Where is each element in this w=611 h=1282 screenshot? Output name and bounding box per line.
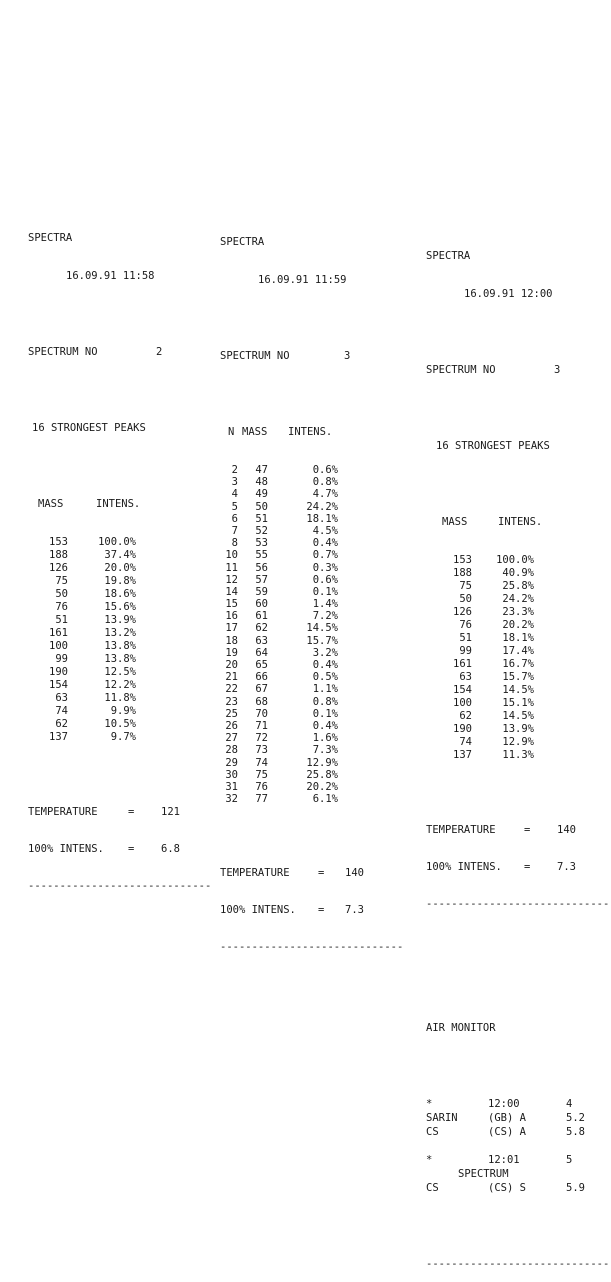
table-row	[28, 627, 208, 640]
table-row	[220, 464, 400, 476]
intens-value: 6.8	[161, 843, 180, 855]
table-row	[28, 692, 208, 705]
temperature-value: 140	[557, 824, 576, 836]
intens-cell: 12.2%	[104, 679, 136, 691]
air-monitor-row	[426, 1168, 608, 1182]
intens-cell: 11.3%	[502, 749, 534, 761]
table-row	[220, 769, 400, 781]
col-mass-header: MASS	[242, 426, 268, 438]
index-cell: 19	[225, 646, 238, 659]
mass-cell: 50	[255, 500, 268, 513]
index-cell: 3	[231, 476, 238, 489]
air-monitor-row	[426, 1098, 608, 1112]
air-monitor-title: AIR MONITOR	[426, 1022, 496, 1034]
spectra-datetime: 16.09.91 11:59	[258, 274, 347, 286]
intens-value: 7.3	[345, 904, 364, 917]
agent-cell: CS	[426, 1126, 439, 1138]
table-row	[220, 635, 400, 647]
intens-cell: 0.4%	[312, 659, 338, 671]
mass-cell: 53	[255, 537, 268, 550]
intens-cell: 13.9%	[502, 723, 534, 735]
temperature-label: TEMPERATURE	[426, 824, 496, 836]
spectrum-number-label: SPECTRUM NO	[220, 350, 290, 362]
table-row	[28, 653, 208, 666]
divider: -----------------------------	[426, 898, 610, 910]
peaks-title: 16 STRONGEST PEAKS	[32, 422, 146, 434]
mass-cell: 154	[453, 684, 472, 696]
table-row	[220, 476, 400, 488]
mass-cell: 74	[55, 705, 68, 717]
intens-label: 100% INTENS.	[426, 861, 502, 873]
intens-cell: 40.9%	[502, 567, 534, 579]
table-row	[28, 536, 208, 549]
intens-cell: 14.5%	[502, 684, 534, 696]
table-row	[28, 705, 208, 718]
intens-cell: 10.5%	[104, 718, 136, 730]
mass-cell: 63	[459, 671, 472, 683]
index-cell: 15	[225, 598, 238, 611]
temperature-value: 140	[345, 867, 364, 880]
temperature-label: TEMPERATURE	[220, 867, 290, 880]
air-monitor-row	[426, 1154, 608, 1168]
table-row	[28, 679, 208, 692]
class-cell: (CS) S	[488, 1182, 526, 1194]
spectra-title: SPECTRA	[220, 236, 265, 248]
intens-cell: 23.3%	[502, 606, 534, 618]
value-cell: 5.2	[566, 1112, 585, 1124]
col-n-header: N	[228, 426, 235, 438]
index-cell: 10	[225, 549, 238, 562]
index-cell: 8	[231, 537, 238, 550]
index-cell: 5	[231, 500, 238, 513]
table-row	[426, 671, 608, 684]
mass-cell: 153	[453, 554, 472, 566]
col-mass-header: MASS	[38, 498, 64, 510]
mass-cell: 100	[49, 640, 68, 652]
intens-cell: 15.1%	[502, 697, 534, 709]
mass-cell: 50	[459, 593, 472, 605]
table-row	[28, 666, 208, 679]
intens-cell: 13.9%	[104, 614, 136, 626]
intens-cell: 19.8%	[104, 575, 136, 587]
mass-cell: 73	[255, 744, 268, 757]
mass-cell: 161	[49, 627, 68, 639]
temperature-line: TEMPERATURE = 140	[220, 867, 364, 880]
value-cell: 5	[566, 1154, 573, 1166]
value-cell: 5.9	[566, 1182, 585, 1194]
table-row	[28, 549, 208, 562]
divider: -----------------------------	[28, 880, 212, 892]
table-row	[426, 749, 608, 762]
intens-cell: 15.7%	[306, 634, 338, 647]
mass-cell: 161	[453, 658, 472, 670]
index-cell: 28	[225, 744, 238, 757]
intens-line: 100% INTENS. = 7.3	[426, 861, 576, 873]
class-cell: SPECTRUM	[458, 1168, 509, 1180]
intens-cell: 1.4%	[312, 598, 338, 611]
mass-cell: 61	[255, 610, 268, 623]
index-cell: 6	[231, 512, 238, 525]
mass-cell: 74	[255, 756, 268, 769]
intens-cell: 0.7%	[312, 549, 338, 562]
index-cell: 31	[225, 780, 238, 793]
intens-value: 7.3	[557, 861, 576, 873]
mass-cell: 76	[255, 780, 268, 793]
index-cell: 12	[225, 573, 238, 586]
table-row	[220, 744, 400, 756]
table-row	[220, 781, 400, 793]
agent-cell: *	[426, 1154, 433, 1166]
table-row	[28, 588, 208, 601]
air-monitor-row	[426, 1126, 608, 1140]
intens-cell: 0.4%	[312, 537, 338, 550]
table-header	[220, 426, 400, 440]
mass-cell: 60	[255, 598, 268, 611]
intens-cell: 12.9%	[502, 736, 534, 748]
mass-cell: 75	[55, 575, 68, 587]
table-row	[426, 554, 608, 567]
temperature-label: TEMPERATURE	[28, 806, 98, 818]
intens-cell: 0.8%	[312, 476, 338, 489]
mass-cell: 66	[255, 671, 268, 684]
spectrum-number-label: SPECTRUM NO	[28, 346, 98, 358]
class-cell: (GB) A	[488, 1112, 526, 1124]
index-cell: 14	[225, 585, 238, 598]
index-cell: 7	[231, 524, 238, 537]
intens-cell: 16.7%	[502, 658, 534, 670]
peaks-table	[426, 554, 608, 762]
spectra-datetime: 16.09.91 11:58	[66, 270, 155, 282]
intens-cell: 15.7%	[502, 671, 534, 683]
table-row	[426, 645, 608, 658]
index-cell: 25	[225, 707, 238, 720]
intens-cell: 17.4%	[502, 645, 534, 657]
mass-cell: 76	[55, 601, 68, 613]
intens-cell: 1.1%	[312, 683, 338, 696]
temperature-line: TEMPERATURE = 121	[28, 806, 180, 818]
divider: -----------------------------	[220, 941, 404, 954]
mass-cell: 67	[255, 683, 268, 696]
table-row	[426, 632, 608, 645]
mass-cell: 72	[255, 732, 268, 745]
index-cell: 18	[225, 634, 238, 647]
table-row	[220, 757, 400, 769]
spectrum-number-line	[426, 364, 608, 378]
mass-cell: 126	[453, 606, 472, 618]
mass-cell: 75	[255, 768, 268, 781]
mass-cell: 49	[255, 488, 268, 501]
class-cell: (CS) A	[488, 1126, 526, 1138]
table-row	[426, 606, 608, 619]
class-cell: 12:01	[488, 1154, 520, 1166]
table-header	[28, 498, 208, 512]
intens-cell: 14.5%	[502, 710, 534, 722]
intens-cell: 18.1%	[306, 512, 338, 525]
intens-cell: 20.2%	[502, 619, 534, 631]
mass-cell: 70	[255, 707, 268, 720]
table-row	[220, 525, 400, 537]
spectra-title: SPECTRA	[426, 250, 471, 262]
table-row	[220, 598, 400, 610]
intens-cell: 9.7%	[110, 731, 136, 743]
spectrum-number-label: SPECTRUM NO	[426, 364, 496, 376]
index-cell: 32	[225, 793, 238, 806]
table-row	[426, 580, 608, 593]
intens-cell: 0.3%	[312, 561, 338, 574]
intens-cell: 0.1%	[312, 585, 338, 598]
table-row	[220, 574, 400, 586]
mass-cell: 75	[459, 580, 472, 592]
mass-cell: 68	[255, 695, 268, 708]
table-row	[220, 622, 400, 634]
temperature-value: 121	[161, 806, 180, 818]
mass-cell: 137	[453, 749, 472, 761]
value-cell	[566, 1168, 596, 1182]
index-cell: 22	[225, 683, 238, 696]
intens-cell: 100.0%	[98, 536, 136, 548]
mass-cell: 99	[55, 653, 68, 665]
intens-cell: 25.8%	[306, 768, 338, 781]
intens-cell: 15.6%	[104, 601, 136, 613]
intens-label: 100% INTENS.	[220, 904, 296, 917]
intens-cell: 11.8%	[104, 692, 136, 704]
table-row	[220, 683, 400, 695]
agent-cell: *	[426, 1098, 433, 1110]
mass-cell: 47	[255, 464, 268, 476]
col-intens-header: INTENS.	[498, 516, 543, 528]
mass-cell: 188	[49, 549, 68, 561]
temperature-line: TEMPERATURE = 140	[426, 824, 576, 836]
mass-cell: 59	[255, 585, 268, 598]
col-intens-header: INTENS.	[96, 498, 141, 510]
mass-cell: 99	[459, 645, 472, 657]
intens-cell: 4.7%	[312, 488, 338, 501]
table-header	[426, 516, 608, 530]
agent-cell: CS	[426, 1182, 439, 1194]
value-cell: 4	[566, 1098, 573, 1110]
intens-cell: 0.8%	[312, 695, 338, 708]
intens-cell: 18.6%	[104, 588, 136, 600]
intens-cell: 13.8%	[104, 653, 136, 665]
mass-cell: 63	[255, 634, 268, 647]
mass-cell: 76	[459, 619, 472, 631]
index-cell: 2	[231, 464, 238, 476]
table-row	[28, 731, 208, 744]
table-row	[220, 647, 400, 659]
intens-cell: 14.5%	[306, 622, 338, 635]
index-cell: 23	[225, 695, 238, 708]
intens-cell: 13.8%	[104, 640, 136, 652]
index-cell: 29	[225, 756, 238, 769]
mass-cell: 77	[255, 793, 268, 806]
intens-cell: 3.2%	[312, 646, 338, 659]
index-cell: 16	[225, 610, 238, 623]
table-row	[28, 575, 208, 588]
intens-cell: 0.5%	[312, 671, 338, 684]
intens-cell: 0.1%	[312, 707, 338, 720]
spacer	[426, 1140, 608, 1154]
table-row	[426, 619, 608, 632]
table-row	[426, 723, 608, 736]
spectrum-number-value: 2	[156, 346, 163, 358]
spectrum-printout-3	[426, 226, 608, 1282]
spectrum-printout-2	[220, 212, 404, 965]
spectrum-number-line	[220, 350, 400, 364]
intens-cell: 12.5%	[104, 666, 136, 678]
mass-cell: 126	[49, 562, 68, 574]
table-row	[426, 593, 608, 606]
mass-cell: 63	[55, 692, 68, 704]
intens-cell: 0.6%	[312, 464, 338, 476]
table-row	[426, 658, 608, 671]
spectra-title: SPECTRA	[28, 232, 73, 244]
table-row	[220, 671, 400, 683]
mass-cell: 137	[49, 731, 68, 743]
spectrum-number-value: 3	[554, 364, 561, 376]
table-row	[220, 793, 400, 805]
spectrum-printout-1	[28, 208, 212, 904]
index-cell: 30	[225, 768, 238, 781]
mass-cell: 56	[255, 561, 268, 574]
mass-cell: 52	[255, 524, 268, 537]
col-mass-header: MASS	[442, 516, 468, 528]
mass-cell: 190	[49, 666, 68, 678]
table-row	[220, 488, 400, 500]
table-row	[220, 513, 400, 525]
table-row	[220, 659, 400, 671]
intens-cell: 37.4%	[104, 549, 136, 561]
air-monitor-row	[426, 1182, 608, 1196]
intens-cell: 7.3%	[312, 744, 338, 757]
spectra-datetime: 16.09.91 12:00	[464, 288, 553, 300]
mass-cell: 55	[255, 549, 268, 562]
table-row	[426, 684, 608, 697]
col-intens-header: INTENS.	[288, 426, 333, 438]
table-row	[220, 610, 400, 622]
mass-cell: 100	[453, 697, 472, 709]
intens-cell: 12.9%	[306, 756, 338, 769]
intens-cell: 25.8%	[502, 580, 534, 592]
table-row	[426, 567, 608, 580]
value-cell: 5.8	[566, 1126, 585, 1138]
table-row	[220, 732, 400, 744]
table-row	[426, 710, 608, 723]
table-row	[28, 614, 208, 627]
mass-cell: 154	[49, 679, 68, 691]
intens-cell: 9.9%	[110, 705, 136, 717]
mass-cell: 51	[55, 614, 68, 626]
air-monitor-row	[426, 1112, 608, 1126]
intens-cell: 6.1%	[312, 793, 338, 806]
index-cell: 17	[225, 622, 238, 635]
intens-cell: 24.2%	[502, 593, 534, 605]
intens-cell: 0.4%	[312, 719, 338, 732]
table-row	[28, 562, 208, 575]
spectrum-number-value: 3	[344, 350, 351, 362]
intens-cell: 7.2%	[312, 610, 338, 623]
divider: -----------------------------	[426, 1258, 610, 1270]
mass-cell: 64	[255, 646, 268, 659]
table-row	[220, 696, 400, 708]
table-row	[220, 562, 400, 574]
table-row	[220, 708, 400, 720]
peaks-title: 16 STRONGEST PEAKS	[436, 440, 550, 452]
table-row	[28, 718, 208, 731]
index-cell: 27	[225, 732, 238, 745]
index-cell: 11	[225, 561, 238, 574]
index-cell: 4	[231, 488, 238, 501]
intens-line: 100% INTENS. = 6.8	[28, 843, 180, 855]
intens-line: 100% INTENS. = 7.3	[220, 904, 364, 917]
mass-table	[220, 464, 400, 805]
mass-cell: 190	[453, 723, 472, 735]
intens-cell: 4.5%	[312, 524, 338, 537]
intens-cell: 1.6%	[312, 732, 338, 745]
mass-cell: 62	[459, 710, 472, 722]
table-row	[220, 720, 400, 732]
index-cell: 21	[225, 671, 238, 684]
mass-cell: 71	[255, 719, 268, 732]
mass-cell: 50	[55, 588, 68, 600]
intens-cell: 0.6%	[312, 573, 338, 586]
peaks-table	[28, 536, 208, 744]
mass-cell: 62	[255, 622, 268, 635]
table-row	[28, 601, 208, 614]
index-cell: 20	[225, 659, 238, 671]
air-monitor-log	[426, 1098, 608, 1196]
table-row	[220, 537, 400, 549]
intens-label: 100% INTENS.	[28, 843, 104, 855]
intens-cell: 100.0%	[496, 554, 534, 566]
mass-cell: 62	[55, 718, 68, 730]
mass-cell: 65	[255, 659, 268, 671]
mass-cell: 188	[453, 567, 472, 579]
agent-cell: SARIN	[426, 1112, 458, 1124]
intens-cell: 18.1%	[502, 632, 534, 644]
table-row	[220, 586, 400, 598]
mass-cell: 51	[255, 512, 268, 525]
mass-cell: 153	[49, 536, 68, 548]
spectrum-number-line	[28, 346, 208, 360]
table-row	[220, 501, 400, 513]
mass-cell: 48	[255, 476, 268, 489]
table-row	[28, 640, 208, 653]
table-row	[220, 549, 400, 561]
intens-cell: 20.0%	[104, 562, 136, 574]
intens-cell: 20.2%	[306, 780, 338, 793]
table-row	[426, 697, 608, 710]
mass-cell: 51	[459, 632, 472, 644]
mass-cell: 74	[459, 736, 472, 748]
mass-cell: 57	[255, 573, 268, 586]
table-row	[426, 736, 608, 749]
class-cell: 12:00	[488, 1098, 520, 1110]
index-cell: 26	[225, 719, 238, 732]
intens-cell: 24.2%	[306, 500, 338, 513]
intens-cell: 13.2%	[104, 627, 136, 639]
